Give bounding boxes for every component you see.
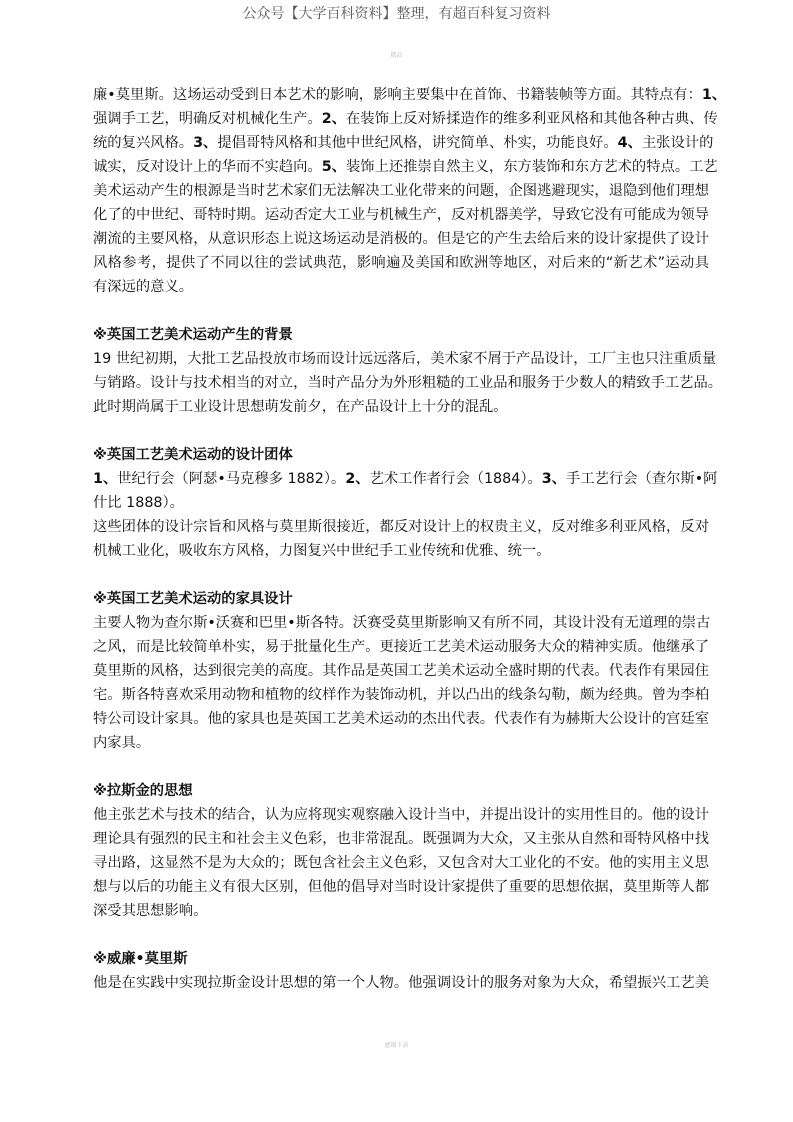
text-line: 他是在实践中实现拉斯金设计思想的第一个人物。他强调设计的服务对象为大众，希望振兴工艺美 [93, 975, 709, 991]
list-number: 3、 [193, 135, 218, 151]
document-body [93, 83, 727, 995]
text-line: 什比 1888）。 [93, 495, 184, 511]
text-line: 寻出路，这显然不是为大众的；既包含社会主义色彩，又包含对大工业化的不安。他的实用主义思 [93, 855, 709, 871]
list-number: 2、 [345, 471, 370, 487]
bottom-watermark: 感谢下载 [384, 1042, 409, 1049]
list-number: 1、 [93, 471, 118, 487]
list-number: 3、 [541, 471, 567, 487]
spacer [93, 299, 709, 323]
text-line: 他主张艺术与技术的结合，认为应将现实观察融入设计当中，并提出设计的实用性目的。他的设计 [93, 807, 709, 823]
text-line: 之风，而是比较简单朴实，易于批量化生产。更接近工艺美术运动服务大众的精神实质。他继承了 [93, 639, 709, 655]
list-number: 5、 [321, 159, 346, 175]
text-line: 特公司设计家具。他的家具也是英国工艺美术运动的杰出代表。代表作有为赫斯大公设计的宫廷室 [93, 711, 709, 727]
text-line: 廉•莫里斯。这场运动受到日本艺术的影响，影响主要集中在首饰、书籍装帧等方面。其特点有：1、 [93, 87, 727, 103]
text-line: 有深远的意义。 [93, 279, 194, 295]
page-header: 公众号【大学百科资料】整理，有超百科复习资料 [242, 6, 551, 22]
section-heading: ※拉斯金的思想 [93, 783, 193, 799]
text-line: 莫里斯的风格，达到很完美的高度。其作品是英国工艺美术运动全盛时期的代表。代表作有果园住 [93, 663, 709, 679]
text-line: 潮流的主要风格，从意识形态上说这场运动是消极的。但是它的产生去给后来的设计家提供了设计 [93, 231, 709, 247]
text-line: 诚实，反对设计上的华而不实趋向。5、装饰上还推崇自然主义，东方装饰和东方艺术的特点。工艺 [93, 159, 718, 175]
text-line: 内家具。 [93, 735, 151, 751]
text-line: 想与以后的功能主义有很大区别，但他的倡导对当时设计家提供了重要的思想依据，莫里斯等人都 [93, 879, 709, 895]
section [93, 923, 709, 995]
spacer [93, 923, 709, 947]
text-line: 美术运动产生的根源是当时艺术家们无法解决工业化带来的问题，企图逃避现实，退隐到他们理想 [93, 183, 709, 199]
list-number: 1、 [701, 87, 727, 103]
text-line: 化了的中世纪、哥特时期。运动否定大工业与机械生产，反对机器美学，导致它没有可能成为领导 [93, 207, 709, 223]
text-line: 理论具有强烈的民主和社会主义色彩，也非常混乱。既强调为大众，又主张从自然和哥特风格中找 [93, 831, 709, 847]
section [93, 83, 727, 299]
spacer [93, 755, 709, 779]
spacer [93, 419, 709, 443]
text-line: 19 世纪初期，大批工艺品投放市场而设计远远落后，美术家不屑于产品设计，工厂主也只注重质量 [93, 351, 717, 367]
text-line: 统的复兴风格。3、提倡哥特风格和其他中世纪风格，讲究简单、朴实，功能良好。4、主张设计的 [93, 135, 714, 151]
section-heading: ※威廉•莫里斯 [93, 951, 188, 967]
section-heading: ※英国工艺美术运动产生的背景 [93, 327, 293, 343]
text-line: 风格参考，提供了不同以往的尝试典范，影响遍及美国和欧洲等地区，对后来的“新艺术”运动具 [93, 255, 709, 271]
text-line: 宅。斯各特喜欢采用动物和植物的纹样作为装饰动机，并以凸出的线条勾勒，颇为经典。曾为李柏 [93, 687, 709, 703]
text-line: 1、世纪行会（阿瑟•马克穆多 1882）。2、艺术工作者行会（1884）。3、手工艺行会（查尔斯•阿 [93, 471, 718, 487]
text-line: 强调手工艺，明确反对机械化生产。2、在装饰上反对矫揉造作的维多利亚风格和其他各种古典、传 [93, 111, 718, 127]
text-line: 与销路。设计与技术相当的对立，当时产品分为外形粗糙的工业品和服务于少数人的精致手工艺品。 [93, 375, 723, 391]
text-line: 这些团体的设计宗旨和风格与莫里斯很接近，都反对设计上的权贵主义，反对维多利亚风格，反对 [93, 519, 709, 535]
text-line: 机械工业化，吸收东方风格，力图复兴中世纪手工业传统和优雅、统一。 [93, 543, 551, 559]
section-heading: ※英国工艺美术运动的家具设计 [93, 591, 293, 607]
list-number: 4、 [617, 135, 642, 151]
top-watermark: 精品 [390, 52, 403, 59]
text-line: 此时期尚属于工业设计思想萌发前夕，在产品设计上十分的混乱。 [93, 399, 508, 415]
section-heading: ※英国工艺美术运动的设计团体 [93, 447, 293, 463]
list-number: 2、 [321, 111, 346, 127]
section [93, 299, 723, 419]
spacer [93, 563, 709, 587]
section [93, 755, 709, 923]
text-line: 深受其思想影响。 [93, 903, 208, 919]
section [93, 563, 709, 755]
text-line: 主要人物为查尔斯•沃赛和巴里•斯各特。沃赛受莫里斯影响又有所不同，其设计没有无道理的崇古 [93, 615, 711, 631]
section [93, 419, 718, 563]
